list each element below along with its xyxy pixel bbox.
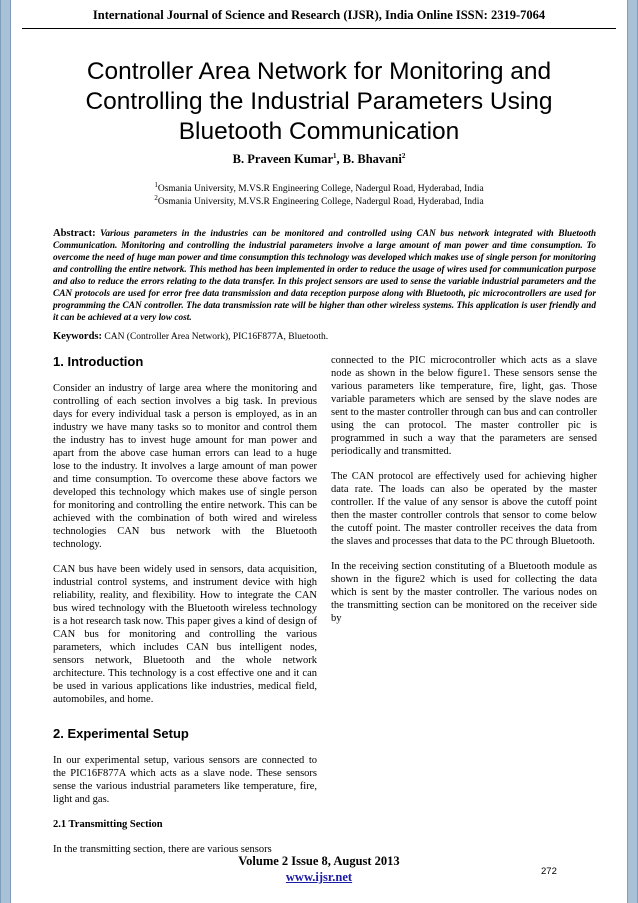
abstract-label: Abstract: (53, 228, 96, 239)
author-2-sup: 2 (401, 152, 406, 160)
abstract-text: Various parameters in the industries can be monitored and controlled using CAN bus network integrated with Bluetooth Communication. Monitoring and controlling the industrial parameters involve a large amount of man power and time consumption. To overcome the need of huge man power and time consumption this technology was developed which makes use of single person for monitoring and controlling the entire network. This method has been implemented in order to reduce the usage of wires used for communication purpose and also to reduce the errors relating to the data transfer. In this project sensors are used to sense the variable industrial parameters and the CAN protocols are used for error free data transmission and data reception purpose along with Bluetooth, pic microcontrollers are used for programming the CAN controller. The data transmission rate will be higher than other wireless systems. This application is user friendly and it can be achieved at a very low cost. (53, 229, 596, 323)
transmit-paragraph-1: In the transmitting section, there are various sensors (53, 844, 272, 855)
journal-header: International Journal of Science and Research (IJSR), India Online ISSN: 2319-7064 (92, 8, 546, 22)
section-setup-heading: 2. Experimental Setup (53, 726, 189, 741)
author-separator: , (336, 152, 343, 167)
intro-paragraph-2: CAN bus have been widely used in sensors, data acquisition, industrial control systems, and instrument device with high reliability, reality, and flexibility. How to integrate the CAN bus wired technology with the Bluetooth wireless technology is a hot research task now. This paper gives a kind of design of CAN bus for monitoring and controlling the various parameters, which includes CAN bus intelligent nodes, sensors network, Bluetooth and the whole network architecture. This technology is a cost effective one and it can be used in various applications like industries, medical field, automobiles, and home. (53, 564, 317, 705)
setup-paragraph-1: In our experimental setup, various sensors are connected to the PIC16F877A which acts as a slave node. These sensors sense the various industrial parameters like temperature, fire, light and gas. (53, 755, 317, 805)
left-margin-bar (0, 0, 11, 903)
header-rule (22, 28, 616, 29)
affiliation-1 (0, 181, 638, 194)
right-paragraph-1: connected to the PIC microcontroller which acts as a slave node as shown in the below figure1. These sensors sense the various parameters like temperature, fire, light, gas. Those variable parameters which are sensed by the slave nodes are sent to the master controller through can bus and can controller using the can protocol. The master controller pic is programmed in such a way that the parameters are sensed periodically and transmitted. (331, 355, 597, 457)
author-2: B. Bhavani (342, 152, 402, 167)
keywords-text: CAN (Controller Area Network), PIC16F877A, Bluetooth. (104, 332, 329, 342)
affiliation-2 (0, 194, 638, 207)
section-introduction-heading: 1. Introduction (53, 354, 144, 369)
right-paragraph-3: In the receiving section constituting of a Bluetooth module as shown in the figure2 which is used for collecting the data which is sent by the master controller. The various nodes on the transmitting section can be monitored on the receiver side by (331, 561, 597, 624)
right-column (331, 354, 597, 637)
right-paragraph-2: The CAN protocol are effectively used for achieving higher data rate. The loads can also be operated by the master controller. If the value of any sensor is above the cutoff point then the master controller controls that sensor to come below the cutoff point. The master controller receives the data from the slaves and processes that data to the PC through Bluetooth. (331, 471, 597, 547)
keywords-label: Keywords: (53, 331, 102, 342)
intro-paragraph-1: Consider an industry of large area where the monitoring and controlling of each section involves a big task. In previous days for every individual task a person is employed, as in an industry we have many tasks so to monitor and control them the industry has to invest huge amount for man power and apart from the above case human errors can lead to a huge lose to the industry. It involves a large amount of man power and time consumption. To overcome these above factors we developed this technology which makes use of single person for monitoring and controlling the entire network. This can be achieved with the combination of both wired and wireless technologies CAN bus network with the Bluetooth technology. (53, 383, 317, 550)
affiliation-2-text: Osmania University, M.VS.R Engineering College, Nadergul Road, Hyderabad, India (157, 197, 484, 208)
subsection-transmitting-heading: 2.1 Transmitting Section (53, 819, 163, 830)
affiliation-1-text: Osmania University, M.VS.R Engineering College, Nadergul Road, Hyderabad, India (157, 184, 484, 195)
keywords (53, 331, 596, 342)
right-margin-bar (627, 0, 638, 903)
paper-title: Controller Area Network for Monitoring and Controlling the Industrial Parameters Using Bluetooth Communication (85, 58, 553, 145)
author-1: B. Praveen Kumar (232, 152, 334, 167)
left-column (53, 354, 317, 868)
footer-volume: Volume 2 Issue 8, August 2013 (238, 854, 400, 868)
author-line (0, 152, 638, 167)
abstract (53, 228, 596, 324)
affiliation-2-sup: 2 (154, 194, 158, 202)
author-1-sup: 1 (333, 152, 337, 160)
affiliation-1-sup: 1 (154, 181, 158, 189)
footer-url-link[interactable]: www.ijsr.net (285, 870, 353, 884)
page-number: 272 (541, 866, 557, 877)
